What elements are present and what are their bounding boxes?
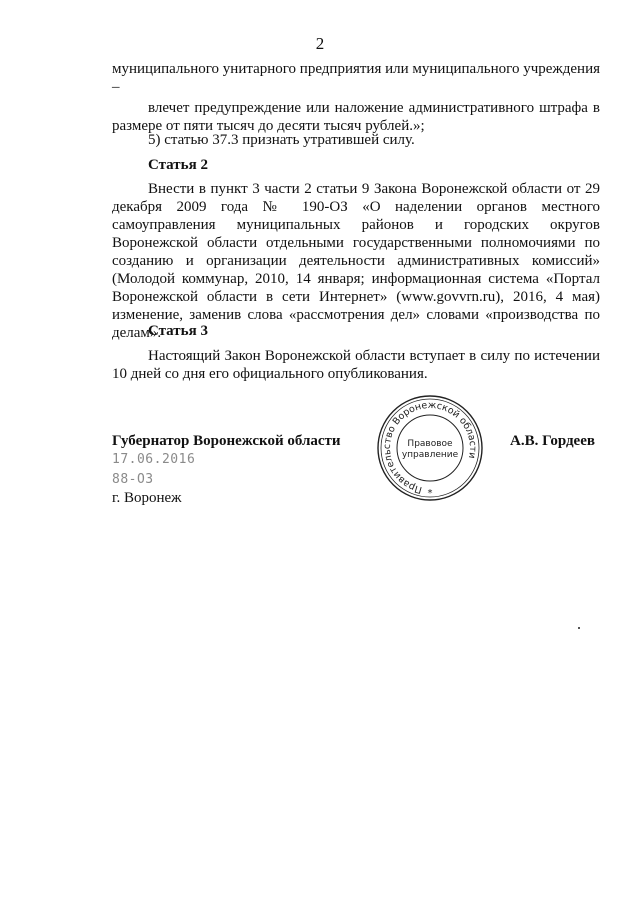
seal-center-line-2: управление — [401, 450, 459, 460]
article-2-heading: Статья 2 — [148, 157, 208, 173]
paragraph-continuation: муниципального унитарного предприятия или муниципального учреждения – — [112, 61, 601, 95]
article-2-text: Внести в пункт 3 части 2 статьи 9 Закона Воронежской области от 29 декабря 2009 года № 190-ОЗ «О наделении органов местного самоуправления муниципальных районов и городских округов Воронежской области отдельными государственными полномочиями по созданию и организации деятельности административных комиссий» (Молодой коммунар, 2010, 14 января; информационная система «Портал Воронежской области в сети Интернет» (www.govvrn.ru), 2016, 4 мая) изменение, заменив слова «рассмотрения дел» словами «производства по делам». — [112, 181, 600, 341]
signer-name: А.В. Гордеев — [510, 433, 595, 449]
seal-star: * — [427, 488, 433, 499]
article-3-text: Настоящий Закон Воронежской области вступает в силу по истечении 10 дней со дня его официального опубликования. — [112, 348, 600, 382]
seal-ring-text: Правительство Воронежской области — [381, 399, 479, 496]
article-3-heading: Статья 3 — [148, 323, 208, 339]
signer-title: Губернатор Воронежской области — [112, 433, 341, 449]
paragraph-penalty: влечет предупреждение или наложение административного штрафа в размере от пяти тысяч до десяти тысяч рублей.»; — [112, 100, 600, 134]
official-seal-icon — [375, 393, 485, 503]
page-number: 2 — [315, 34, 325, 53]
registration-number: 88-ОЗ — [112, 472, 154, 487]
registration-date: 17.06.2016 — [112, 452, 196, 467]
paragraph-item-5: 5) статью 37.3 признать утратившей силу. — [148, 132, 415, 148]
signing-city: г. Воронеж — [112, 490, 182, 506]
scan-dot — [578, 627, 580, 629]
seal-center-line-1: Правовое — [407, 439, 453, 449]
